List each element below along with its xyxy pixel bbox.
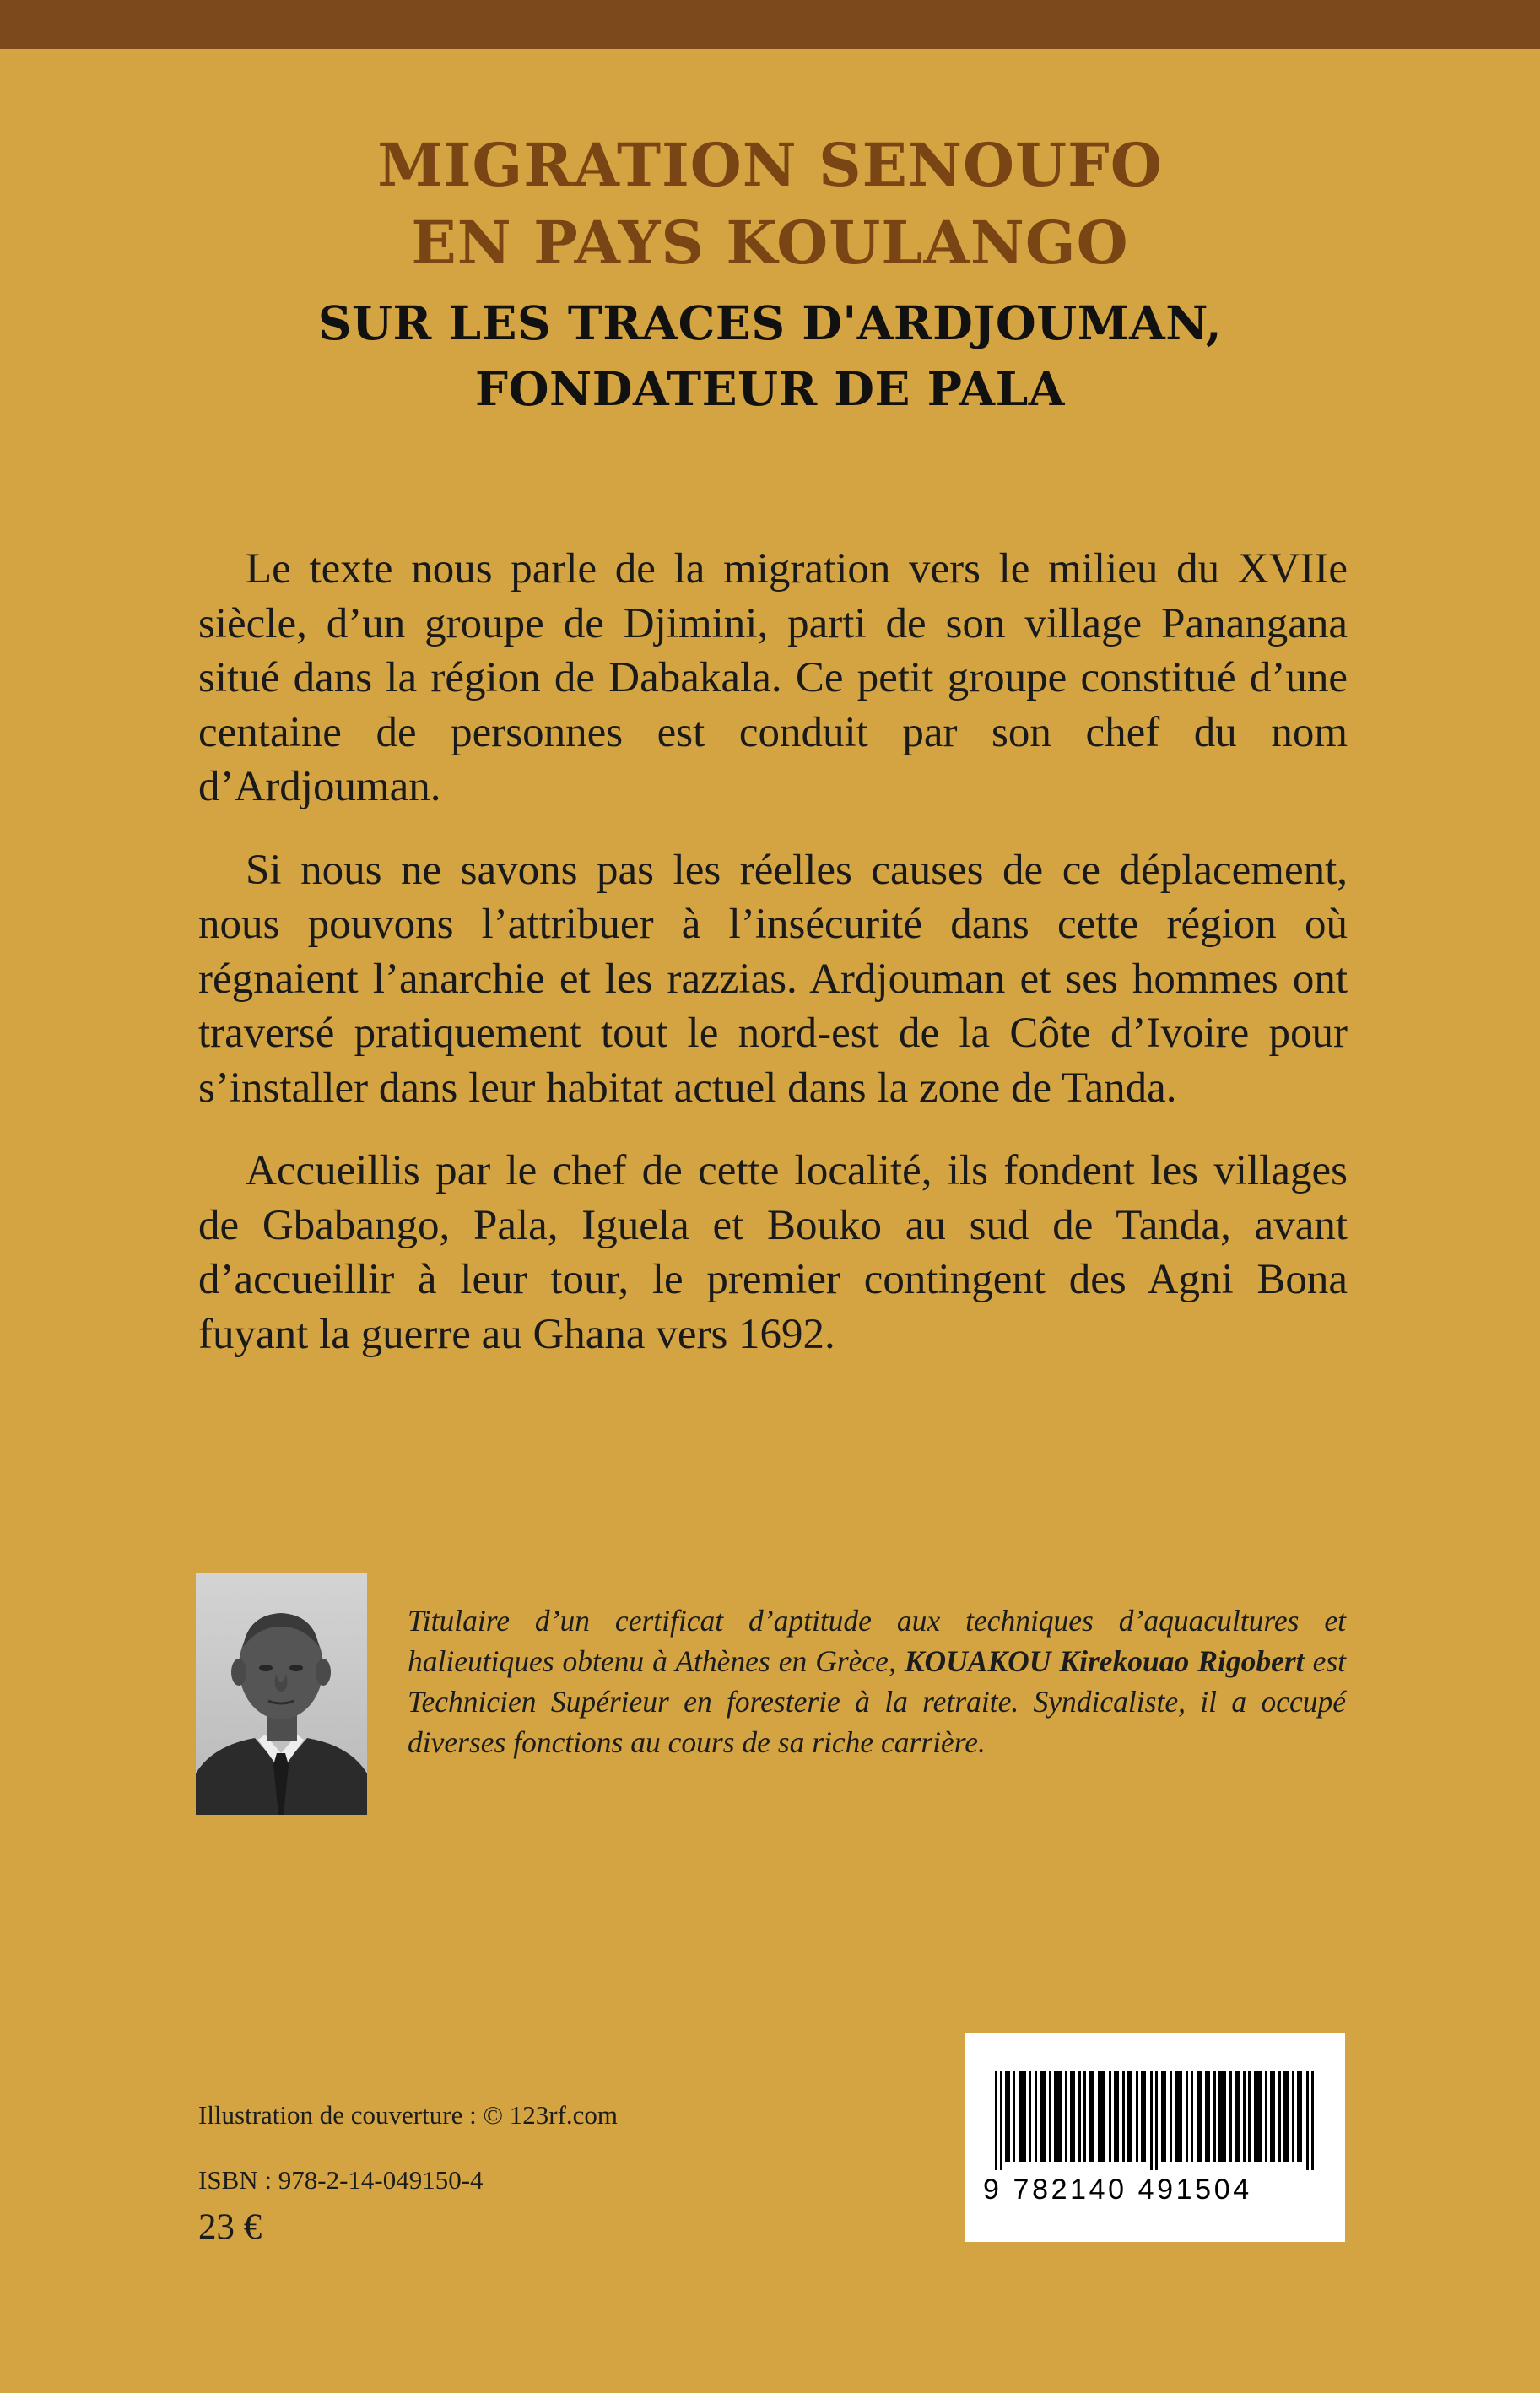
author-photo [196, 1573, 367, 1815]
blurb-paragraph-2: Si nous ne savons pas les réelles causes de ce déplacement, nous pouvons l’attribuer à l’insécurité dans cette région où régnaient l’anarchie et les razzias. Ardjouman et ses hommes ont traversé pratiquement tout le nord-est de la Côte d’Ivoire pour s’installer dans leur habitat actuel dans la zone de Tanda. [198, 846, 1348, 1112]
book-title-line-1: MIGRATION SENOUFO [377, 130, 1163, 200]
book-subtitle-line-1: SUR LES TRACES D'ARDJOUMAN, [317, 295, 1223, 350]
isbn: ISBN : 978-2-14-049150-4 [198, 2165, 484, 2195]
author-portrait-icon [196, 1573, 367, 1815]
author-bio-intro: Titulaire d’un certificat d’aptitude aux techniques d’aquacultures et halieutiques obtenu à Athènes en Grèce, [408, 1604, 1346, 1678]
author-bio [408, 1600, 1346, 1762]
back-cover-blurb [198, 542, 1348, 1390]
barcode-icon [995, 2071, 1317, 2170]
book-title-line-2: EN PAYS KOULANGO [411, 208, 1129, 278]
price: 23 € [198, 2207, 262, 2247]
author-bio-rest: est Technicien Supérieur en foresterie à la retraite. Syndicaliste, il a occupé diverses fonctions au cours de sa riche carrière. [408, 1644, 1346, 1759]
blurb-paragraph-3: Accueillis par le chef de cette localité, ils fondent les villages de Gbabango, Pala, Iguela et Bouko au sud de Tanda, avant d’accueillir à leur tour, le premier contingent des Agni Bona fuyant la guerre au Ghana vers 1692. [198, 1147, 1348, 1358]
book-subtitle-line-2: FONDATEUR DE PALA [475, 361, 1065, 416]
barcode-box [965, 2033, 1345, 2242]
top-color-band [0, 0, 1540, 49]
author-name: KOUAKOU Kirekouao Rigobert [904, 1644, 1305, 1678]
cover-illustration-credit: Illustration de couverture : © 123rf.com [198, 2100, 619, 2130]
blurb-paragraph-1: Le texte nous parle de la migration vers le milieu du XVIIe siècle, d’un groupe de Djimini, parti de son village Panangana situé dans la région de Dabakala. Ce petit groupe constitué d’une centaine de personnes est conduit par son chef du nom d’Ardjouman. [198, 545, 1348, 810]
barcode-digits: 9 782140 491504 [983, 2174, 1252, 2206]
title-block [0, 127, 1540, 422]
